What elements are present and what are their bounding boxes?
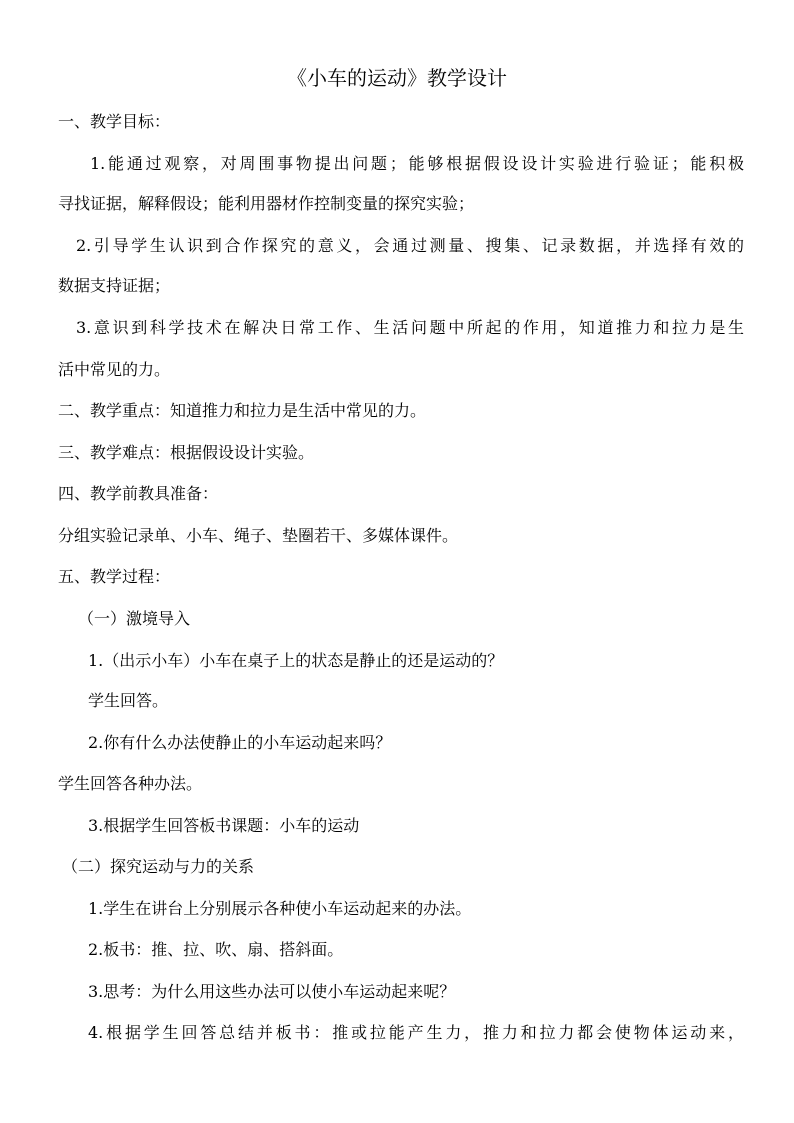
subsection-heading-explore: （二）探究运动与力的关系 [62,857,255,876]
paragraph-line: 学生回答各种办法。 [58,774,203,793]
section-heading-objectives: 一、教学目标： [58,112,171,131]
paragraph-line: 学生回答。 [88,691,169,710]
section-heading-materials: 四、教学前教具准备： [58,484,219,503]
paragraph-line: 3.根据学生回答板书课题：小车的运动 [88,816,360,835]
paragraph-line: 1.（出示小车）小车在桌子上的状态是静止的还是运动的？ [88,651,504,670]
paragraph-line: 3.意识到科学技术在解决日常工作、生活问题中所起的作用，知道推力和拉力是生 [76,318,744,337]
paragraph-line: 数据支持证据； [58,276,171,295]
paragraph-line: 3.思考：为什么用这些办法可以使小车运动起来呢？ [88,982,456,1001]
paragraph-line: 4.根据学生回答总结并板书：推或拉能产生力，推力和拉力都会使物体运动来， [88,1023,744,1042]
paragraph-line: 寻找证据，解释假设；能利用器材作控制变量的探究实验； [58,194,475,213]
paragraph-line: 分组实验记录单、小车、绳子、垫圈若干、多媒体课件。 [58,526,459,545]
subsection-heading-intro: （一）激境导入 [78,609,191,628]
paragraph-line: 活中常见的力。 [58,360,171,379]
paragraph-line: 1.能通过观察，对周围事物提出问题；能够根据假设设计实验进行验证；能积极 [90,154,744,173]
document-title: 《小车的运动》教学设计 [287,66,507,90]
paragraph-line: 2.你有什么办法使静止的小车运动起来吗？ [88,733,392,752]
paragraph-line: 2.引导学生认识到合作探究的意义，会通过测量、搜集、记录数据，并选择有效的 [76,236,744,255]
section-heading-process: 五、教学过程： [58,567,171,586]
section-heading-difficulty: 三、教学难点：根据假设设计实验。 [58,443,315,462]
paragraph-line: 1.学生在讲台上分别展示各种使小车运动起来的办法。 [88,899,472,918]
paragraph-line: 2.板书：推、拉、吹、扇、搭斜面。 [88,940,344,959]
section-heading-key-point: 二、教学重点：知道推力和拉力是生活中常见的力。 [58,401,427,420]
